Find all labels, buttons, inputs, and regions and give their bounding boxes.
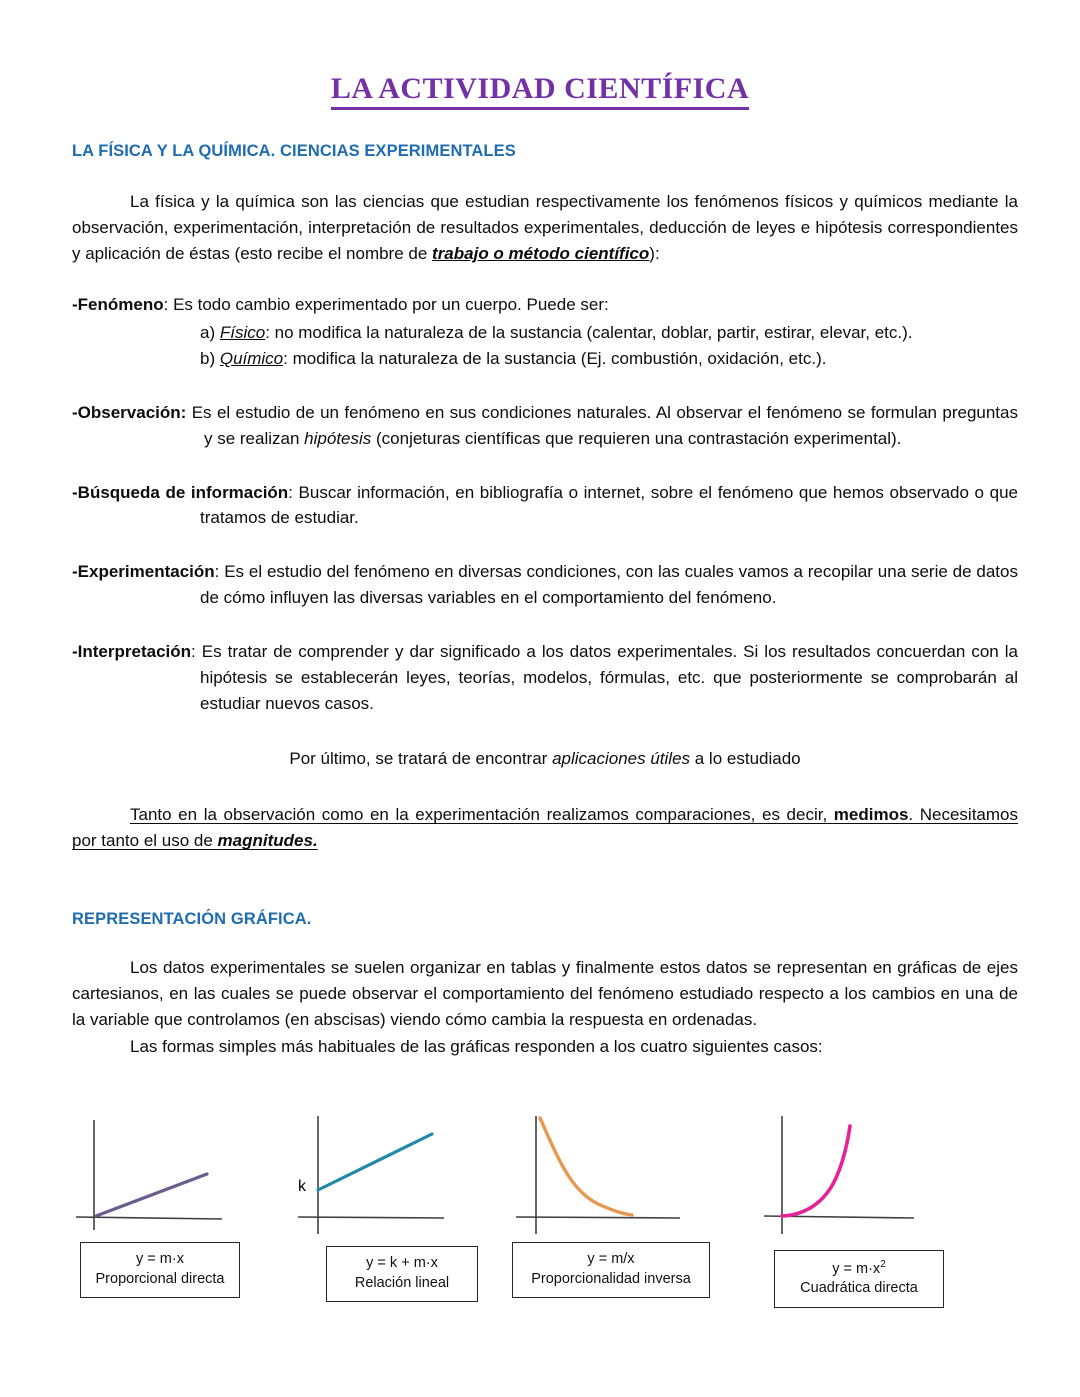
item-fenomeno-sub-a	[72, 320, 1018, 346]
graph-4-svg	[762, 1112, 962, 1242]
curve-quadratic	[782, 1126, 850, 1216]
item-experimentacion-label: -Experimentación	[72, 562, 215, 582]
caption-box-relacion-lineal	[326, 1246, 478, 1302]
caption-box-cuadratica-directa	[774, 1250, 944, 1308]
item-busqueda-label: -Búsqueda de información	[72, 482, 289, 502]
sub-b-text: : modifica la naturaleza de la sustancia (Ej. combustión, oxidación, etc.).	[283, 349, 827, 369]
magnitudes-emphasis: magnitudes.	[217, 831, 318, 851]
graph-proporcional-directa	[72, 1112, 308, 1302]
caption-box-proporcional-directa	[80, 1242, 240, 1298]
item-fenomeno-label: -Fenómeno	[72, 295, 164, 315]
sub-b-emphasis-quimico: Químico	[219, 349, 284, 369]
caption-label-2: Relación lineal	[354, 1274, 450, 1291]
caption-label-3: Proporcionalidad inversa	[531, 1270, 691, 1287]
caption-equation-4: $y = m\cdot x^2$	[832, 1259, 886, 1277]
graphs-row	[72, 1112, 1020, 1302]
sub-a-text: : no modifica la naturaleza de la sustancia (calentar, doblar, partir, estirar, elevar, etc.).	[265, 323, 913, 343]
item-observacion-text-before: Es el estudio de un fenómeno en sus condiciones naturales. Al observar el fenómeno se formulan preguntas y se realizan	[186, 402, 1018, 448]
intro-paragraph	[72, 189, 1018, 266]
item-fenomeno-sep: :	[163, 295, 174, 315]
caption-label-4: Cuadrática directa	[800, 1280, 918, 1297]
paragraph-medimos-magnitudes	[72, 802, 1018, 854]
sub-a-emphasis-fisico: Físico	[219, 323, 266, 343]
item-experimentacion-text: : Es el estudio del fenómeno en diversas condiciones, con las cuales vamos a recopilar una serie de datos de cómo influyen las diversas variables en el comportamiento del fenómeno.	[200, 562, 1018, 608]
graph-3-svg	[512, 1112, 712, 1242]
item-fenomeno	[72, 292, 1018, 318]
closing-text-after: a lo estudiado	[690, 749, 801, 769]
item-fenomeno-sub-b	[72, 346, 1018, 372]
item-busqueda	[72, 480, 1018, 532]
section-heading-representacion-grafica: REPRESENTACIÓN GRÁFICA.	[72, 909, 312, 928]
item-interpretacion	[72, 639, 1018, 716]
item-interpretacion-label: -Interpretación	[72, 641, 192, 661]
page-title	[0, 0, 1080, 106]
medimos-emphasis: medimos	[833, 805, 909, 825]
caption-equation-1: y = m·x	[136, 1251, 184, 1267]
exponent-two: 2	[880, 1259, 886, 1270]
x-axis	[76, 1217, 222, 1219]
paragraph-representacion: Los datos experimentales se suelen organizar en tablas y finalmente estos datos se representan en gráficas de ejes cartesianos, en las cuales se puede observar el comportamiento del fenómeno estudiado respecto a los cambios en una de la variable que controlamos (en abscisas) viendo cómo cambia la respuesta en ordenadas.	[72, 957, 1018, 1029]
caption-label-1: Proporcional directa	[95, 1270, 225, 1287]
document-body	[72, 142, 1018, 1060]
medimos-text-before: Tanto en la observación como en la experimentación realizamos comparaciones, es decir,	[130, 805, 834, 825]
graph-proporcionalidad-inversa	[512, 1112, 748, 1302]
intro-emphasis-metodo-cientifico: trabajo o método científico	[432, 243, 650, 263]
curve-linear-with-intercept	[318, 1134, 432, 1190]
graph-relacion-lineal	[284, 1112, 520, 1302]
item-observacion-emphasis-hipotesis: hipótesis	[304, 428, 372, 448]
curve-inverse-hyperbola	[540, 1118, 632, 1215]
x-axis	[516, 1217, 680, 1218]
x-axis	[298, 1217, 444, 1218]
caption-equation-2: y = k + m·x	[366, 1255, 438, 1271]
item-observacion	[72, 400, 1018, 452]
medimos-text-mid: . Necesitamos por tanto el uso de	[72, 805, 1018, 851]
section-heading-fisica-quimica: LA FÍSICA Y LA QUÍMICA. CIENCIAS EXPERIMENTALES	[72, 142, 516, 160]
item-busqueda-text: : Buscar información, en bibliografía o internet, sobre el fenómeno que hemos observado o que tratamos de estudiar.	[200, 482, 1018, 528]
graph-1-svg	[72, 1112, 252, 1242]
item-fenomeno-text: Es todo cambio experimentado por un cuerpo. Puede ser:	[173, 295, 609, 315]
sub-a-marker: a)	[200, 323, 220, 343]
graph-cuadratica-directa	[762, 1112, 998, 1302]
closing-line-aplicaciones	[72, 746, 1018, 772]
closing-emphasis-aplicaciones-utiles: aplicaciones útiles	[552, 749, 691, 769]
closing-text-before: Por último, se tratará de encontrar	[289, 749, 553, 769]
caption-equation-3: y = m/x	[587, 1251, 635, 1267]
sub-b-marker: b)	[200, 349, 220, 369]
intro-text-end: ):	[649, 243, 660, 263]
page-title-text: LA ACTIVIDAD CIENTÍFICA	[331, 72, 749, 110]
graph-2-svg	[284, 1112, 474, 1242]
y-intercept-label-k: k	[298, 1178, 306, 1195]
item-observacion-text-after: (conjeturas científicas que requieren una contrastación experimental).	[371, 428, 902, 448]
lead-in-formas-simples: Las formas simples más habituales de las gráficas responden a los cuatro siguientes casos:	[130, 1037, 823, 1057]
item-experimentacion	[72, 559, 1018, 611]
curve-linear-through-origin	[96, 1174, 207, 1216]
caption-box-proporcionalidad-inversa	[512, 1242, 710, 1298]
item-interpretacion-text: : Es tratar de comprender y dar significado a los datos experimentales. Si los resultados concuerdan con la hipótesis se establecerán leyes, teorías, modelos, fórmulas, etc. que posteriormente se comprobarán al estudiar nuevos casos.	[191, 641, 1018, 713]
intro-text-start: La física y la química son las ciencias que estudian respectivamente los fenómenos físicos y químicos mediante la observación, experimentación, interpretación de resultados experimentales, deducción de leyes e hipótesis correspondientes y aplicación de éstas (esto recibe el nombre de	[72, 192, 1018, 263]
item-observacion-label: -Observación:	[72, 402, 187, 422]
